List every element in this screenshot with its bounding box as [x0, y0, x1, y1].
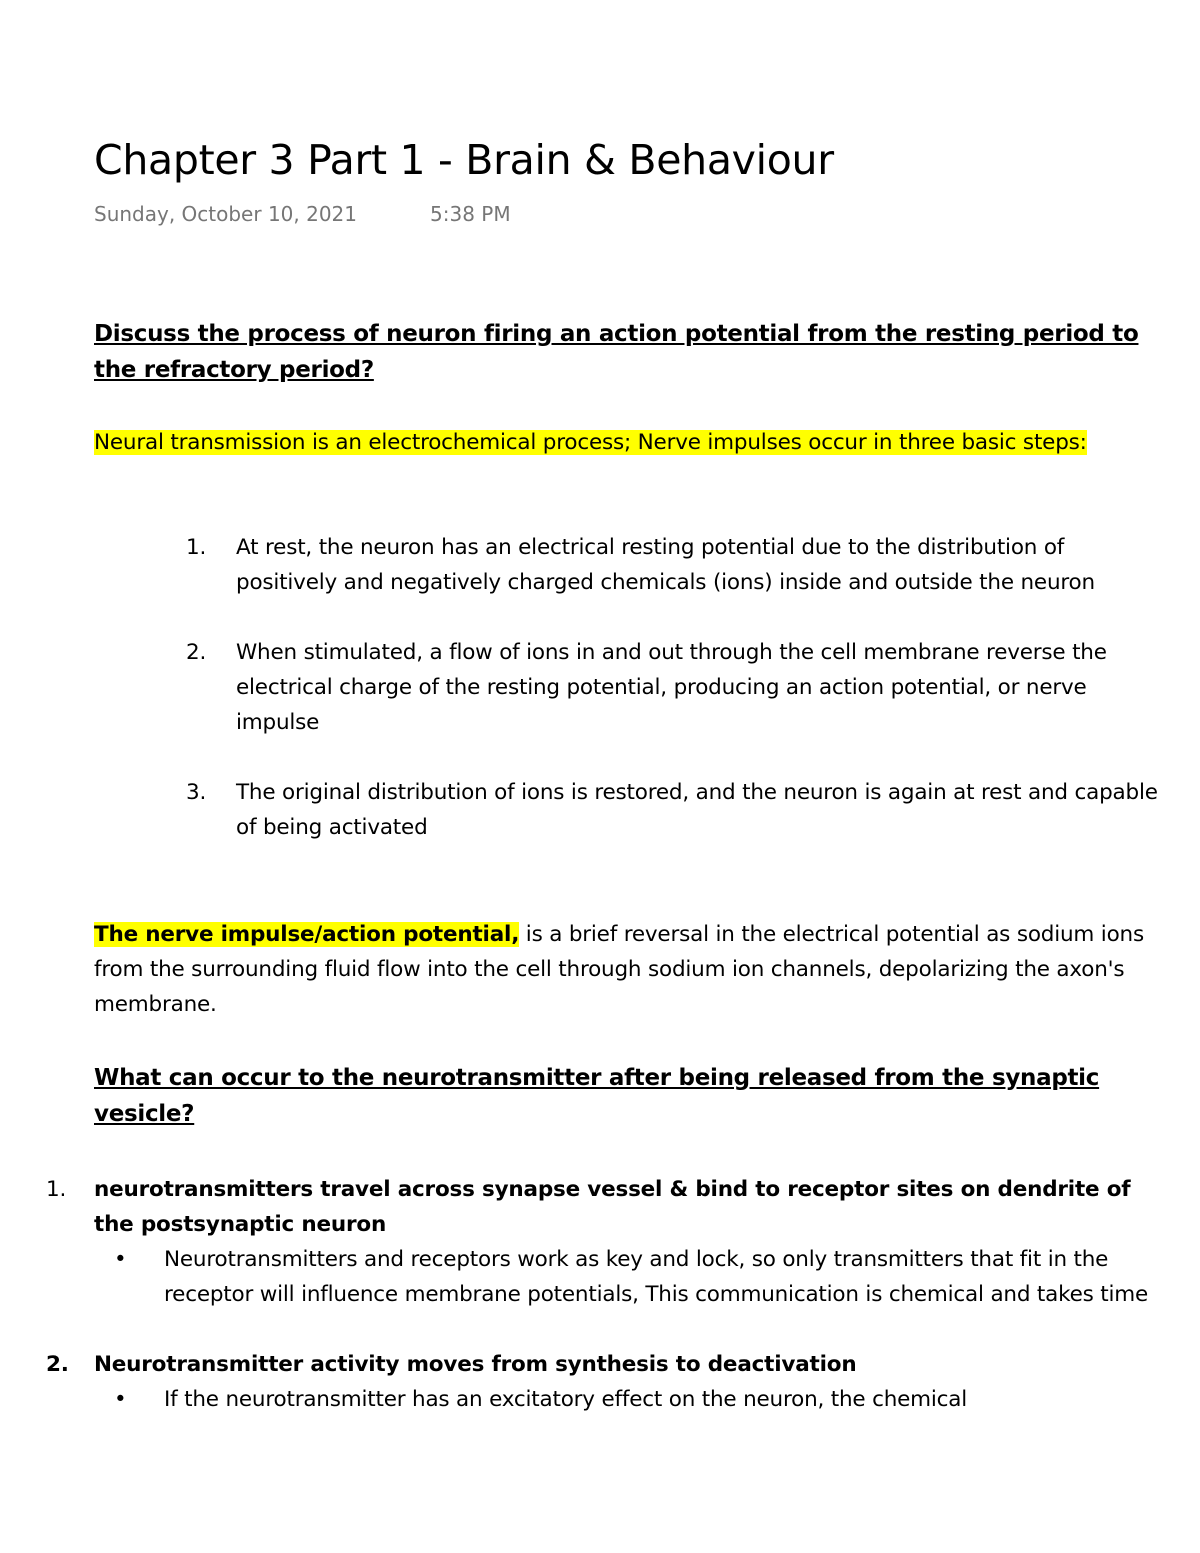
list-item [46, 1172, 1154, 1312]
section1-steps [94, 530, 1164, 880]
section1-intro-text: Neural transmission is an electrochemical process; Nerve impulses occur in three basic steps: [94, 430, 1087, 455]
list-item [46, 1347, 1154, 1417]
list-item-number: 2. [46, 1352, 69, 1377]
definition-paragraph [94, 917, 1154, 1022]
section1-question: Discuss the process of neuron firing an action potential from the resting period to the refractory period? [94, 321, 1139, 383]
section2-list [46, 1172, 1154, 1417]
section1-intro [94, 425, 1154, 460]
bullet-text: Neurotransmitters and receptors work as key and lock, so only transmitters that fit in the receptor will influence membrane potentials, This communication is chemical and takes time [164, 1247, 1149, 1307]
definition-text: is a brief reversal in the electrical potential as sodium ions from the surrounding fluid flow into the cell through sodium ion channels, depolarizing the axon's membrane. [94, 922, 1144, 1017]
list-item [94, 775, 1164, 845]
list-item [94, 635, 1164, 740]
list-item-heading: Neurotransmitter activity moves from synthesis to deactivation [94, 1352, 857, 1377]
list-item-text: When stimulated, a flow of ions in and out through the cell membrane reverse the electrical charge of the resting potential, producing an action potential, or nerve impulse [236, 640, 1107, 735]
bullet-text: If the neurotransmitter has an excitatory effect on the neuron, the chemical [164, 1387, 968, 1412]
definition-term: The nerve impulse/action potential, [94, 922, 520, 947]
page-date: Sunday, October 10, 2021 [94, 202, 358, 226]
list-item-text: At rest, the neuron has an electrical resting potential due to the distribution of positively and negatively charged chemicals (ions) inside and outside the neuron [236, 535, 1095, 595]
list-item-number: 1. [186, 535, 207, 560]
page-time: 5:38 PM [430, 202, 511, 226]
list-item-text: The original distribution of ions is restored, and the neuron is again at rest and capable of being activated [236, 780, 1158, 840]
list-item [94, 530, 1164, 600]
bullet-glyph: • [114, 1247, 127, 1272]
page-title: Chapter 3 Part 1 - Brain & Behaviour [94, 136, 834, 184]
list-item-number: 3. [186, 780, 207, 805]
bullet-glyph: • [114, 1387, 127, 1412]
section2-question: What can occur to the neurotransmitter after being released from the synaptic vesicle? [94, 1065, 1100, 1127]
list-item-heading: neurotransmitters travel across synapse vessel & bind to receptor sites on dendrite of the postsynaptic neuron [94, 1177, 1131, 1237]
list-item-number: 1. [46, 1177, 67, 1202]
bullet-item [94, 1242, 1154, 1312]
list-item-number: 2. [186, 640, 207, 665]
bullet-item [94, 1382, 1154, 1417]
